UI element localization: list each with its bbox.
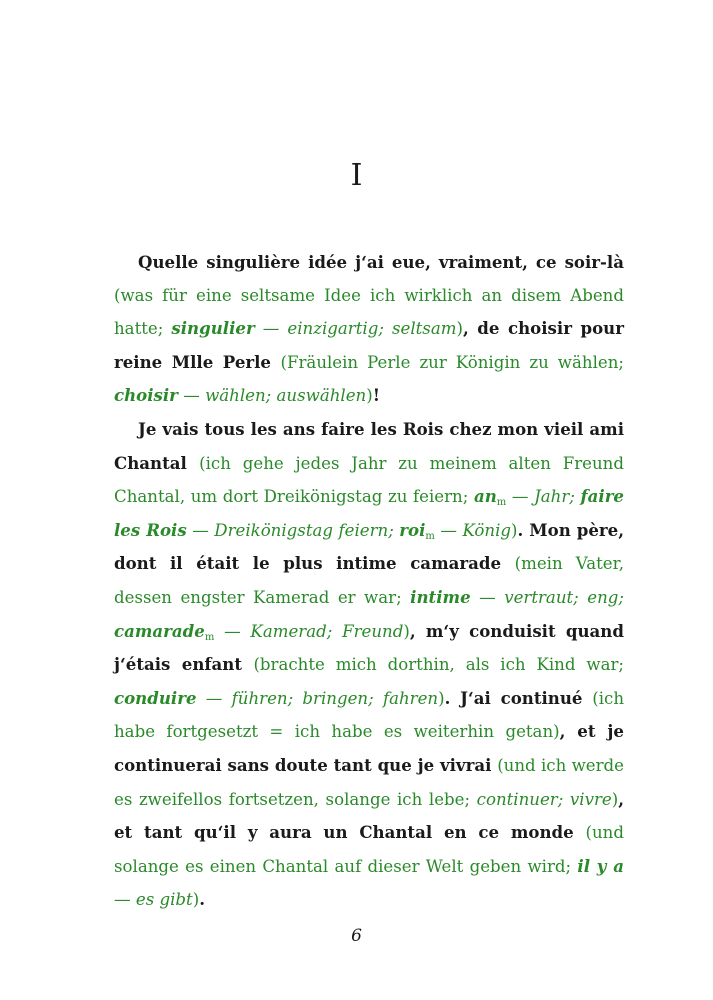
gloss-translation: — wählen; auswählen: [177, 386, 367, 406]
german-gloss: ): [192, 890, 200, 910]
gloss-translation: — es gibt: [114, 890, 193, 910]
keyword: intime: [410, 586, 471, 607]
french-text: Quelle singulière idée j‘ai eue, vraiment, ce soir-là: [138, 252, 624, 272]
gender-marker: m: [425, 530, 435, 542]
french-text: .: [199, 889, 205, 910]
german-gloss: ): [403, 621, 410, 641]
german-gloss: (und solange es einen Chantal auf dieser Welt geben wird;: [114, 823, 624, 876]
gloss-translation: continuer; vivre: [476, 789, 612, 809]
german-gloss: (und ich werde es zweifellos fortsetzen, solange ich lebe;: [114, 755, 624, 809]
keyword: faire les Rois: [114, 486, 624, 540]
keyword: singulier: [171, 318, 255, 339]
french-text: , m‘y conduisit quand j‘étais enfant: [114, 620, 624, 675]
german-gloss: (was für eine seltsame Idee ich wirklich an disem Abend hatte;: [114, 285, 624, 339]
keyword: camarade: [114, 620, 205, 641]
german-gloss: ): [611, 789, 619, 809]
keyword: il y a: [577, 855, 624, 876]
gender-marker: m: [204, 631, 215, 643]
french-text: Je vais tous les ans faire les Rois chez mon vieil ami Chantal: [114, 418, 624, 473]
page-number: 6: [351, 926, 362, 946]
german-gloss: (Fräulein Perle zur Königin zu wählen;: [280, 352, 624, 372]
german-gloss: ): [456, 319, 463, 339]
keyword: roi: [399, 519, 426, 540]
german-gloss: ): [438, 688, 445, 708]
french-text: !: [372, 385, 381, 406]
gender-marker: m: [496, 497, 507, 509]
gloss-translation: — Kamerad; Freund: [214, 621, 404, 641]
gloss-translation: — Jahr;: [506, 487, 581, 507]
paragraph-1: [114, 246, 624, 413]
chapter-heading: I: [350, 158, 363, 193]
german-gloss: (ich gehe jedes Jahr zu meinem alten Freund Chantal, um dort Dreikönigstag zu feiern;: [114, 453, 624, 507]
gloss-translation: — König: [434, 520, 512, 540]
keyword: conduire: [114, 687, 197, 708]
gloss-translation: — führen; bringen; fahren: [196, 688, 439, 708]
paragraph-2: [114, 413, 624, 917]
gloss-translation: — vertraut; eng;: [470, 587, 624, 607]
german-gloss: (brachte mich dorthin, als ich Kind war;: [253, 655, 624, 675]
french-text: , et tant qu‘il y aura un Chantal en ce monde: [114, 788, 624, 843]
french-text: . Mon père, dont il était le plus intime camarade: [114, 519, 625, 574]
french-text: , de choisir pour reine Mlle Perle: [114, 318, 624, 372]
gloss-translation: — einzigartig; seltsam: [254, 319, 457, 339]
german-gloss: ): [366, 386, 373, 406]
german-gloss: ): [511, 520, 518, 540]
keyword: an: [473, 486, 497, 507]
german-gloss: (mein Vater, dessen engster Kamerad er war;: [114, 554, 624, 607]
gloss-translation: — Dreikönigstag feiern;: [186, 520, 400, 540]
french-text: . J‘ai continué: [444, 687, 593, 708]
text-body: [114, 246, 624, 917]
french-text: , et je continuerai sans doute tant que je vivrai: [114, 721, 624, 775]
german-gloss: (ich habe fortgesetzt = ich habe es weiterhin getan): [114, 688, 625, 742]
keyword: choisir: [114, 385, 178, 406]
